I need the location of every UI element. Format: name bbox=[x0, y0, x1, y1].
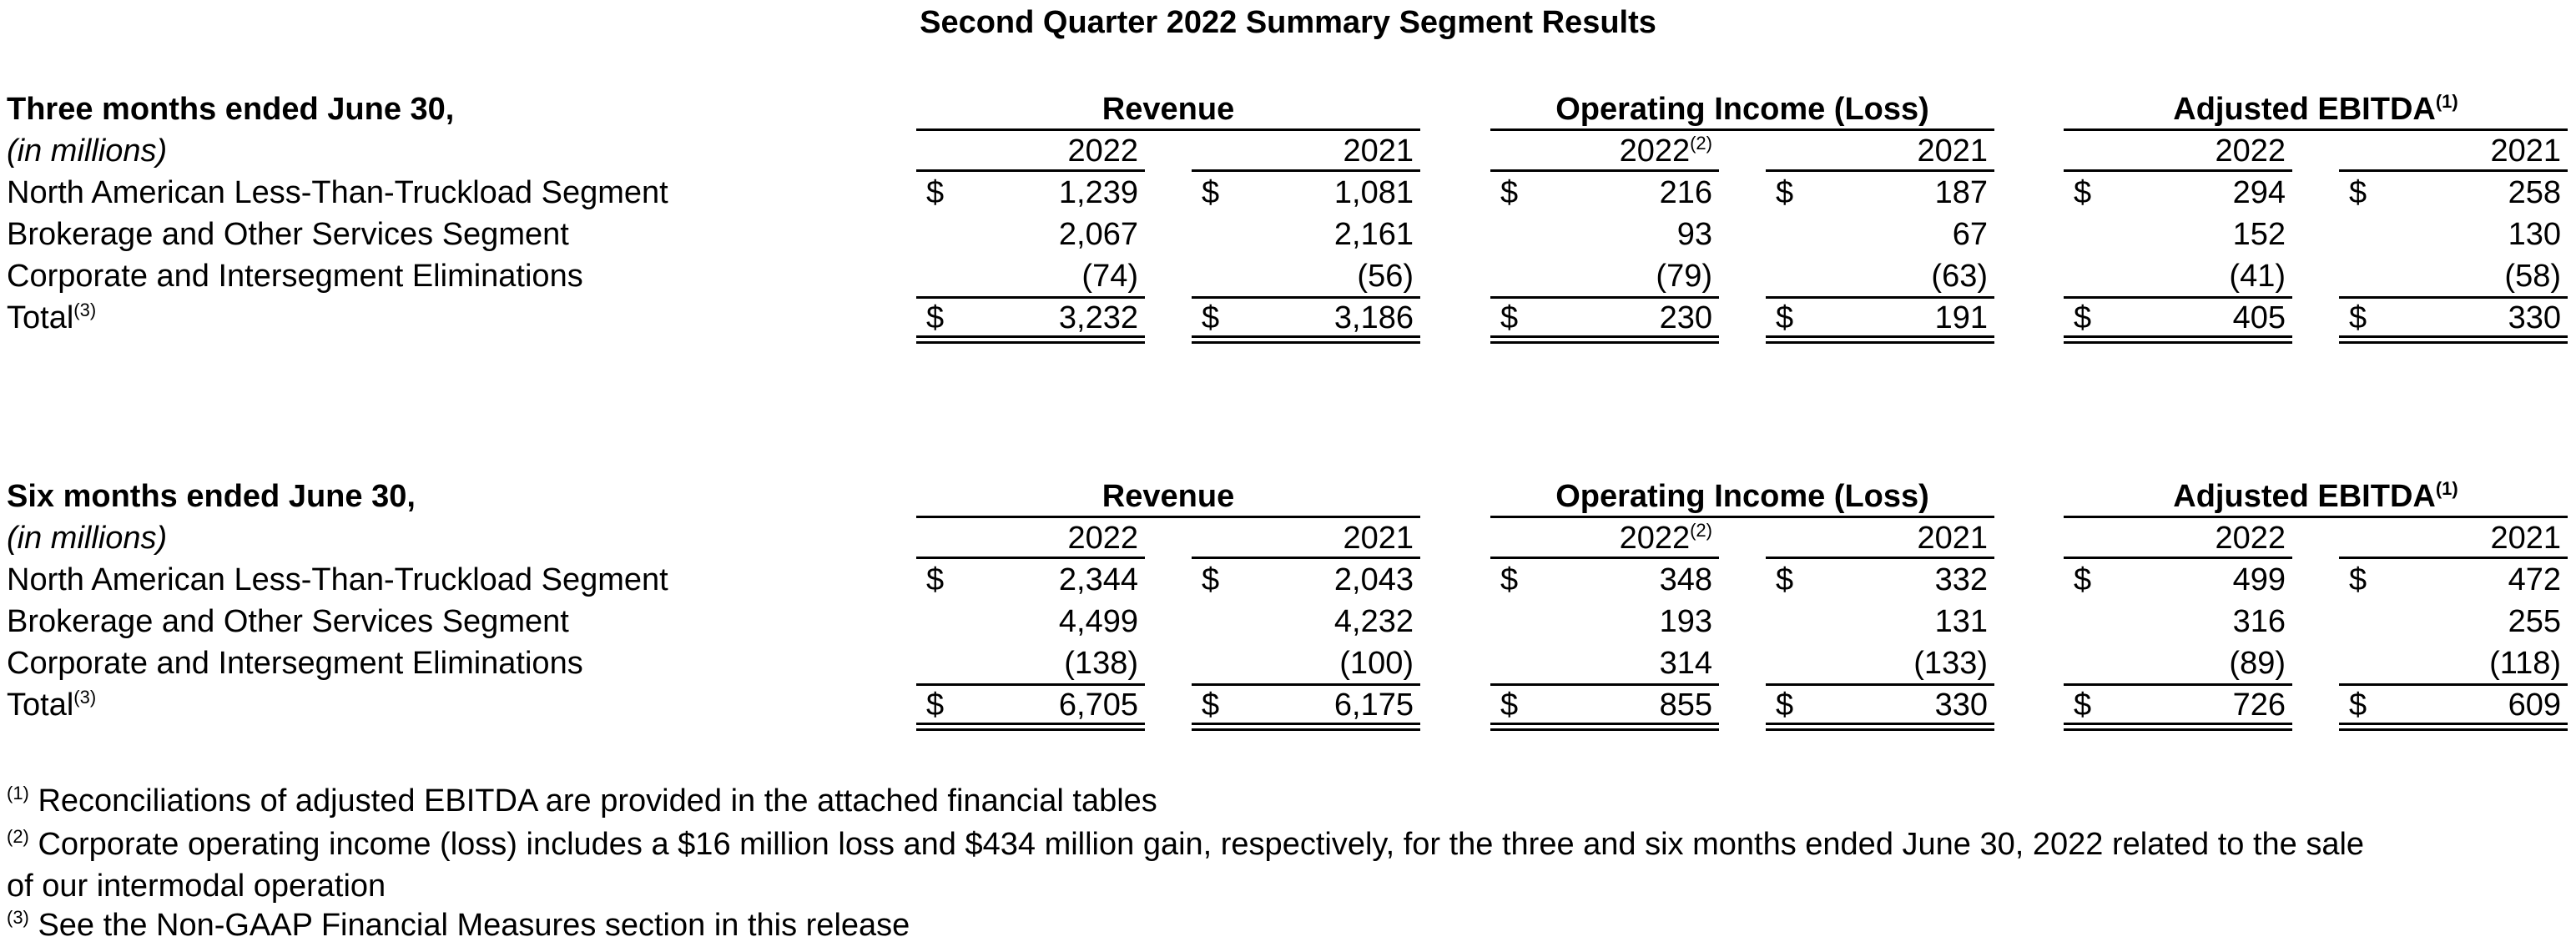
total-double-rule bbox=[1490, 335, 1719, 344]
currency-symbol: $ bbox=[1500, 175, 1519, 210]
year-header bbox=[2064, 130, 2286, 172]
year-row bbox=[0, 517, 2576, 559]
year-header bbox=[916, 517, 1138, 559]
total-double-rule bbox=[1192, 335, 1420, 344]
table-cell-value: 93 bbox=[1676, 217, 1712, 252]
footnote-text: of our intermodal operation bbox=[7, 869, 386, 904]
table-row bbox=[0, 601, 2576, 642]
header-row bbox=[0, 476, 2576, 517]
year-header bbox=[1490, 517, 1712, 559]
table-cell-value: 191 bbox=[1934, 300, 1988, 335]
total-top-rule bbox=[916, 683, 1145, 686]
year-label: 2021 bbox=[1917, 521, 1988, 556]
currency-symbol: $ bbox=[1776, 562, 1794, 597]
table-cell-value: 1,239 bbox=[1058, 175, 1138, 210]
footnote bbox=[7, 823, 2568, 866]
year-label: 2021 bbox=[1343, 133, 1414, 169]
total-top-rule bbox=[1766, 296, 1994, 299]
total-top-rule bbox=[1192, 296, 1420, 299]
year-row bbox=[0, 130, 2576, 172]
table-cell-value: (89) bbox=[2229, 646, 2286, 681]
total-double-rule bbox=[2064, 723, 2292, 731]
currency-symbol: $ bbox=[2349, 562, 2367, 597]
total-double-rule bbox=[916, 335, 1145, 344]
table-cell-value: 314 bbox=[1659, 646, 1712, 681]
year-header bbox=[2064, 517, 2286, 559]
table-cell-value: (56) bbox=[1357, 259, 1414, 294]
total-top-rule bbox=[1490, 296, 1719, 299]
footnote bbox=[7, 779, 2568, 823]
year-header bbox=[1766, 517, 1988, 559]
table-cell-value: 726 bbox=[2232, 688, 2286, 723]
table-row bbox=[0, 297, 2576, 339]
table-cell-value: 152 bbox=[2232, 217, 2286, 252]
column-group-header bbox=[1490, 476, 1994, 517]
table-cell-value: 131 bbox=[1934, 604, 1988, 639]
column-group-title: Adjusted EBITDA bbox=[2173, 92, 2436, 127]
currency-symbol: $ bbox=[1776, 300, 1794, 335]
total-top-rule bbox=[2064, 683, 2292, 686]
page-title: Second Quarter 2022 Summary Segment Results bbox=[920, 5, 1656, 40]
row-label-text: Brokerage and Other Services Segment bbox=[7, 217, 569, 252]
footnote-marker: (2) bbox=[1690, 520, 1712, 541]
column-group-header bbox=[2064, 476, 2568, 517]
row-label-text: North American Less-Than-Truckload Segment bbox=[7, 175, 668, 210]
year-header bbox=[2339, 130, 2561, 172]
table-row bbox=[0, 559, 2576, 601]
table-row bbox=[0, 255, 2576, 297]
row-label-text: Total bbox=[7, 300, 74, 335]
year-label: 2022 bbox=[2215, 133, 2286, 169]
year-label: 2022 bbox=[1067, 521, 1138, 556]
total-top-rule bbox=[1490, 683, 1719, 686]
currency-symbol: $ bbox=[926, 688, 945, 723]
currency-symbol: $ bbox=[2074, 562, 2092, 597]
currency-symbol: $ bbox=[1202, 300, 1220, 335]
footnote-text: Corporate operating income (loss) includes a $16 million loss and $434 million gain, respectively, for the three and six months ended June 30, 2022 related to the sale bbox=[38, 827, 2365, 862]
units-label: (in millions) bbox=[7, 521, 168, 556]
footnote-marker: (1) bbox=[7, 783, 29, 803]
footnote bbox=[7, 904, 2568, 947]
table-cell-value: (41) bbox=[2229, 259, 2286, 294]
currency-symbol: $ bbox=[2349, 688, 2367, 723]
footnote-marker: (2) bbox=[7, 826, 29, 847]
table-cell-value: 4,232 bbox=[1333, 604, 1414, 639]
column-group-title: Operating Income (Loss) bbox=[1555, 479, 1929, 514]
table-cell-value: 348 bbox=[1659, 562, 1712, 597]
table-cell-value: 230 bbox=[1659, 300, 1712, 335]
year-label: 2021 bbox=[2490, 133, 2561, 169]
total-top-rule bbox=[1766, 683, 1994, 686]
table-cell-value: 4,499 bbox=[1058, 604, 1138, 639]
total-double-rule bbox=[2339, 723, 2568, 731]
currency-symbol: $ bbox=[926, 175, 945, 210]
column-group-header bbox=[1490, 88, 1994, 130]
currency-symbol: $ bbox=[1500, 562, 1519, 597]
footnote-text: See the Non-GAAP Financial Measures section in this release bbox=[38, 908, 910, 943]
currency-symbol: $ bbox=[2349, 175, 2367, 210]
table-cell-value: (133) bbox=[1913, 646, 1988, 681]
currency-symbol: $ bbox=[2074, 300, 2092, 335]
currency-symbol: $ bbox=[1500, 300, 1519, 335]
year-label: 2022 bbox=[1619, 521, 1691, 556]
footnote-marker: (1) bbox=[2435, 478, 2458, 499]
total-top-rule bbox=[2339, 296, 2568, 299]
table-cell-value: 258 bbox=[2508, 175, 2561, 210]
table-row bbox=[0, 684, 2576, 726]
currency-symbol: $ bbox=[1202, 562, 1220, 597]
row-label-text: Brokerage and Other Services Segment bbox=[7, 604, 569, 639]
total-double-rule bbox=[916, 723, 1145, 731]
table-cell-value: 2,344 bbox=[1058, 562, 1138, 597]
footnote bbox=[7, 864, 2568, 908]
table-cell-value: 332 bbox=[1934, 562, 1988, 597]
year-header bbox=[1766, 130, 1988, 172]
currency-symbol: $ bbox=[2074, 175, 2092, 210]
segment-table bbox=[0, 88, 2576, 389]
table-cell-value: 6,705 bbox=[1058, 688, 1138, 723]
table-cell-value: 2,161 bbox=[1333, 217, 1414, 252]
currency-symbol: $ bbox=[1776, 175, 1794, 210]
table-cell-value: (74) bbox=[1081, 259, 1138, 294]
row-label-text: Corporate and Intersegment Eliminations bbox=[7, 646, 583, 681]
table-cell-value: (79) bbox=[1656, 259, 1712, 294]
total-double-rule bbox=[2064, 335, 2292, 344]
table-cell-value: 3,232 bbox=[1058, 300, 1138, 335]
currency-symbol: $ bbox=[1776, 688, 1794, 723]
currency-symbol: $ bbox=[1202, 688, 1220, 723]
currency-symbol: $ bbox=[1202, 175, 1220, 210]
column-group-title: Revenue bbox=[1101, 479, 1235, 514]
year-header bbox=[1192, 517, 1414, 559]
column-group-title: Adjusted EBITDA bbox=[2173, 479, 2436, 514]
total-double-rule bbox=[1766, 335, 1994, 344]
table-cell-value: (138) bbox=[1064, 646, 1138, 681]
column-group-title: Revenue bbox=[1101, 92, 1235, 127]
year-label: 2021 bbox=[1917, 133, 1988, 169]
total-top-rule bbox=[1192, 683, 1420, 686]
table-cell-value: 3,186 bbox=[1333, 300, 1414, 335]
footnote-marker: (3) bbox=[7, 907, 29, 928]
table-cell-value: 609 bbox=[2508, 688, 2561, 723]
column-group-header bbox=[916, 476, 1420, 517]
table-cell-value: 855 bbox=[1659, 688, 1712, 723]
year-header bbox=[1490, 130, 1712, 172]
total-double-rule bbox=[1766, 723, 1994, 731]
row-label-text: Total bbox=[7, 688, 74, 723]
row-label bbox=[7, 559, 668, 601]
period-label: Three months ended June 30, bbox=[7, 92, 455, 127]
table-cell-value: 472 bbox=[2508, 562, 2561, 597]
currency-symbol: $ bbox=[926, 300, 945, 335]
table-cell-value: (63) bbox=[1931, 259, 1988, 294]
currency-symbol: $ bbox=[1500, 688, 1519, 723]
row-label bbox=[7, 642, 583, 684]
row-label-text: North American Less-Than-Truckload Segment bbox=[7, 562, 668, 597]
segment-table bbox=[0, 476, 2576, 776]
footnote-marker: (2) bbox=[1690, 133, 1712, 154]
column-group-title: Operating Income (Loss) bbox=[1555, 92, 1929, 127]
currency-symbol: $ bbox=[2074, 688, 2092, 723]
total-double-rule bbox=[1192, 723, 1420, 731]
row-label-text: Corporate and Intersegment Eliminations bbox=[7, 259, 583, 294]
row-label bbox=[7, 297, 96, 339]
table-cell-value: 1,081 bbox=[1333, 175, 1414, 210]
row-label bbox=[7, 684, 96, 726]
footnote-marker: (1) bbox=[2435, 91, 2458, 112]
table-row bbox=[0, 214, 2576, 255]
table-cell-value: 130 bbox=[2508, 217, 2561, 252]
total-top-rule bbox=[2339, 683, 2568, 686]
table-cell-value: (118) bbox=[2489, 646, 2561, 681]
year-header bbox=[2339, 517, 2561, 559]
table-cell-value: 193 bbox=[1659, 604, 1712, 639]
table-cell-value: (100) bbox=[1339, 646, 1414, 681]
footnote-marker: (3) bbox=[73, 300, 97, 320]
year-label: 2021 bbox=[1343, 521, 1414, 556]
table-cell-value: 499 bbox=[2232, 562, 2286, 597]
table-row bbox=[0, 172, 2576, 214]
table-cell-value: 2,043 bbox=[1333, 562, 1414, 597]
total-double-rule bbox=[1490, 723, 1719, 731]
table-cell-value: 294 bbox=[2232, 175, 2286, 210]
total-top-rule bbox=[2064, 296, 2292, 299]
table-cell-value: 2,067 bbox=[1058, 217, 1138, 252]
table-cell-value: 405 bbox=[2232, 300, 2286, 335]
table-cell-value: 6,175 bbox=[1333, 688, 1414, 723]
table-cell-value: 187 bbox=[1934, 175, 1988, 210]
year-label: 2021 bbox=[2490, 521, 2561, 556]
table-cell-value: 67 bbox=[1952, 217, 1988, 252]
table-cell-value: 330 bbox=[1934, 688, 1988, 723]
year-label: 2022 bbox=[1067, 133, 1138, 169]
period-label: Six months ended June 30, bbox=[7, 479, 416, 514]
row-label bbox=[7, 255, 583, 297]
year-header bbox=[916, 130, 1138, 172]
table-cell-value: 216 bbox=[1659, 175, 1712, 210]
row-label bbox=[7, 214, 569, 255]
total-double-rule bbox=[2339, 335, 2568, 344]
column-group-header bbox=[916, 88, 1420, 130]
table-cell-value: 255 bbox=[2508, 604, 2561, 639]
units-label: (in millions) bbox=[7, 133, 168, 169]
table-cell-value: (58) bbox=[2504, 259, 2561, 294]
footnote-text: Reconciliations of adjusted EBITDA are provided in the attached financial tables bbox=[38, 783, 1157, 819]
year-header bbox=[1192, 130, 1414, 172]
currency-symbol: $ bbox=[2349, 300, 2367, 335]
total-top-rule bbox=[916, 296, 1145, 299]
row-label bbox=[7, 172, 668, 214]
column-group-header bbox=[2064, 88, 2568, 130]
footnote-marker: (3) bbox=[73, 687, 97, 708]
year-label: 2022 bbox=[2215, 521, 2286, 556]
table-cell-value: 330 bbox=[2508, 300, 2561, 335]
table-cell-value: 316 bbox=[2232, 604, 2286, 639]
year-label: 2022 bbox=[1619, 133, 1691, 169]
header-row bbox=[0, 88, 2576, 130]
currency-symbol: $ bbox=[926, 562, 945, 597]
row-label bbox=[7, 601, 569, 642]
table-row bbox=[0, 642, 2576, 684]
